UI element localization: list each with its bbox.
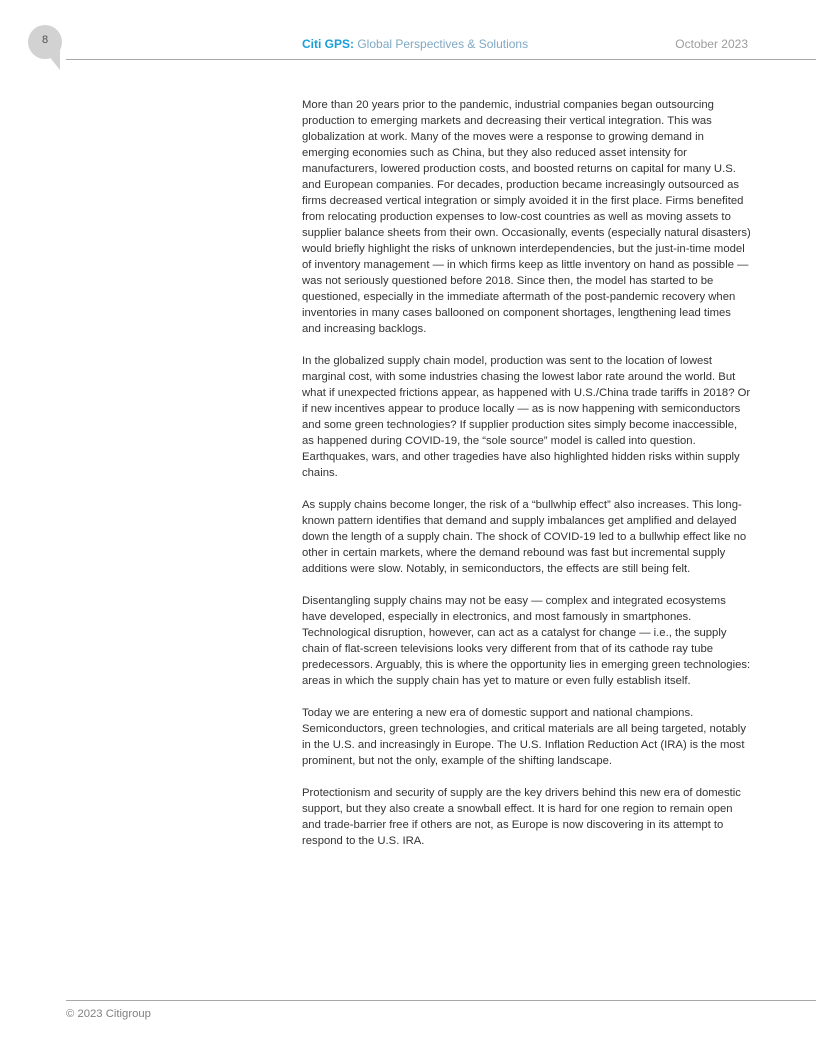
body-text xyxy=(302,97,752,865)
brand-logo-text: Citi GPS: xyxy=(302,37,355,51)
header-date: October 2023 xyxy=(675,37,748,51)
header-divider xyxy=(66,59,816,60)
brand-subtitle: Global Perspectives & Solutions xyxy=(354,37,529,51)
paragraph: Disentangling supply chains may not be easy — complex and integrated ecosystems have developed, especially in electronics, and most famously in smartphones. Technological disruption, however, can act as a catalyst for change — i.e., the supply chain of flat-screen televisions looks very different from that of its cathode ray tube predecessors. Arguably, this is where the opportunity lies in emerging green technologies: areas in which the supply chain has yet to mature or even fully establish itself. xyxy=(302,595,751,687)
paragraph: In the globalized supply chain model, production was sent to the location of lowest marginal cost, with some industries chasing the lowest labor rate around the world. But what if unexpected frictions appear, as happened with U.S./China trade tariffs in 2018? Or if new incentives appear to produce locally — as is now happening with semiconductors and some green technologies? If supplier production sites simply become inaccessible, as happened during COVID-19, the “sole source” model is called into question. Earthquakes, wars, and other tragedies have also highlighted hidden risks within supply chains. xyxy=(302,355,751,479)
paragraph: More than 20 years prior to the pandemic, industrial companies began outsourcing production to emerging markets and decreasing their vertical integration. This was globalization at work. Many of the moves were a response to growing demand in emerging economies such as China, but they also reduced asset intensity for manufacturers, lowered production costs, and boosted returns on capital for many U.S. and European companies. For decades, production became increasingly outsourced as firms decreased vertical integration or simply avoided it in the first place. Firms benefited from relocating production expenses to low-cost countries as well as moving assets to supplier balance sheets from their own. Occasionally, events (especially natural disasters) would briefly highlight the risks of unknown interdependencies, but the just-in-time model of inventory management — in which firms keep as little inventory on hand as possible — was not seriously questioned before 2018. Since then, the model has started to be questioned, especially in the immediate aftermath of the post-pandemic recovery when inventories in many cases ballooned on component shortages, lengthening lead times and increasing backlogs. xyxy=(302,99,751,335)
header-brand xyxy=(302,37,528,51)
page-number: 8 xyxy=(41,34,49,46)
footer-divider xyxy=(66,1000,816,1001)
footer-copyright: © 2023 Citigroup xyxy=(66,1008,151,1020)
paragraph: Today we are entering a new era of domestic support and national champions. Semiconductors, green technologies, and critical materials are all being targeted, notably in the U.S. and increasingly in Europe. The U.S. Inflation Reduction Act (IRA) is the most prominent, but not the only, example of the shifting landscape. xyxy=(302,707,746,767)
paragraph: Protectionism and security of supply are the key drivers behind this new era of domestic support, but they also create a snowball effect. It is hard for one region to remain open and trade-barrier free if others are not, as Europe is now discovering in its attempt to respond to the U.S. IRA. xyxy=(302,787,741,847)
paragraph: As supply chains become longer, the risk of a “bullwhip effect” also increases. This long-known pattern identifies that demand and supply imbalances get amplified and delayed down the length of a supply chain. The shock of COVID-19 led to a bullwhip effect like no other in certain markets, where the demand rebound was fast but incremental supply additions were slow. Notably, in semiconductors, the effects are still being felt. xyxy=(302,499,747,575)
page-number-badge-tail xyxy=(44,50,60,70)
